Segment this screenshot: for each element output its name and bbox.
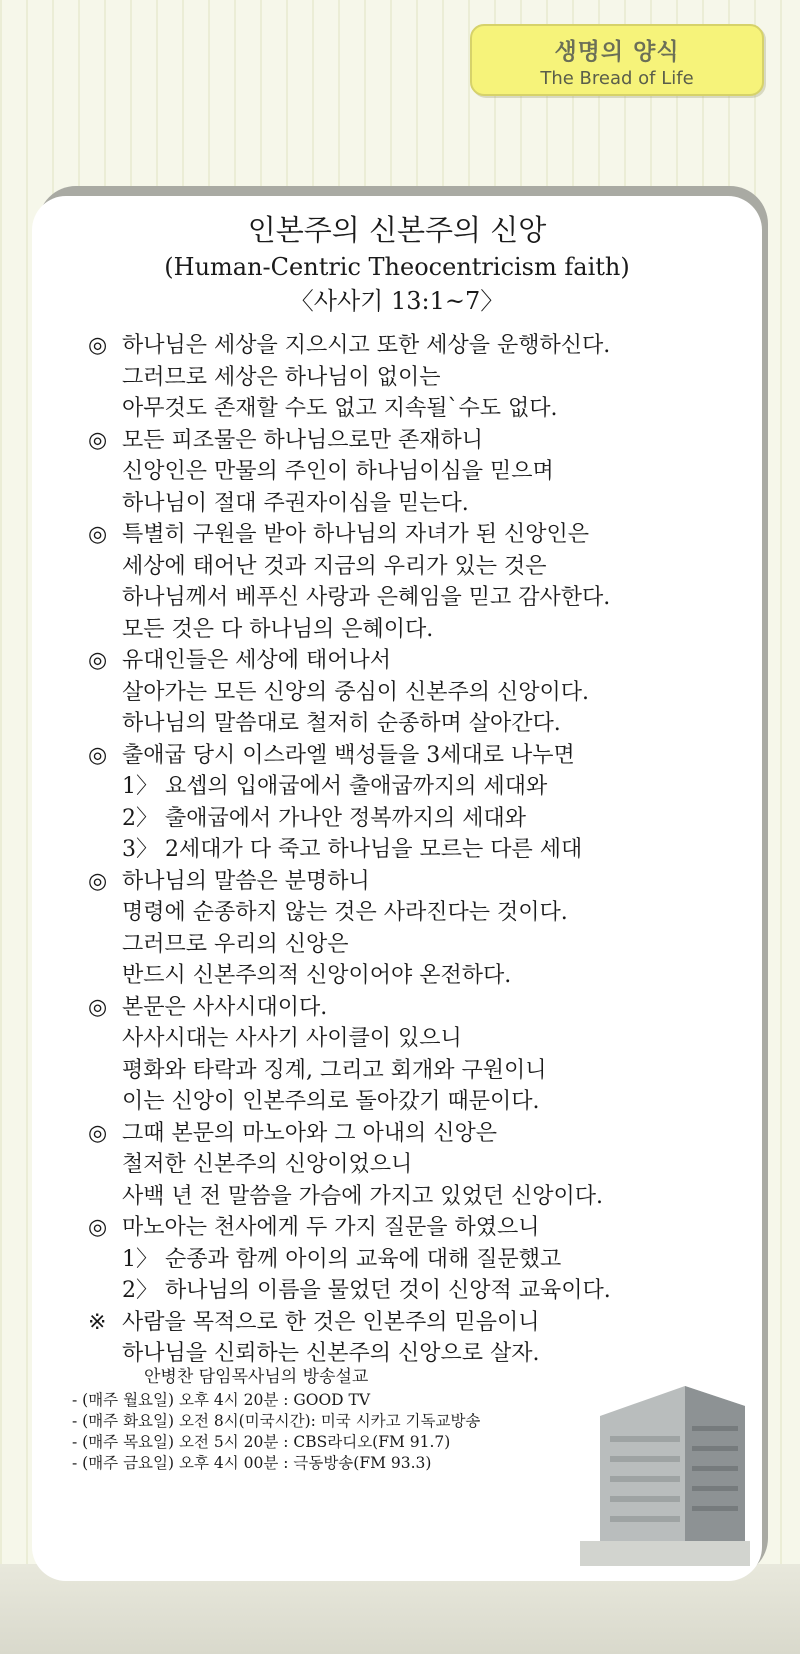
sermon-continuation-line — [88, 708, 748, 740]
sermon-line-text: 유대인들은 세상에 태어나서 — [122, 648, 392, 673]
broadcast-item: - (매주 목요일) 오전 5시 20분 : CBS라디오(FM 91.7) — [72, 1433, 451, 1451]
broadcast-item: - (매주 금요일) 오후 4시 00분 : 극동방송(FM 93.3) — [72, 1454, 432, 1472]
sermon-line-text: 그때 본문의 마노아와 그 아내의 신앙은 — [122, 1120, 497, 1146]
sermon-line-text: 사람을 목적으로 한 것은 인본주의 믿음이니 — [122, 1309, 540, 1335]
double-circle-bullet-icon: ◎ — [88, 868, 108, 894]
sermon-line-text: 1〉 요셉의 입애굽에서 출애굽까지의 세대와 — [122, 774, 548, 799]
sermon-line-text: 모든 것은 다 하나님의 은혜이다. — [122, 616, 434, 642]
sermon-line-text: 마노아는 천사에게 두 가지 질문을 하였으니 — [122, 1215, 540, 1240]
header-badge — [470, 24, 764, 96]
sermon-line-text: 살아가는 모든 신앙의 중심이 신본주의 신앙이다. — [122, 679, 590, 705]
sermon-line-text: 신앙인은 만물의 주인이 하나님이심을 믿으며 — [122, 459, 554, 484]
double-circle-bullet-icon: ◎ — [88, 994, 108, 1020]
sermon-line-text: 그러므로 세상은 하나님이 없이는 — [122, 364, 441, 390]
sermon-continuation-line — [88, 834, 748, 866]
broadcast-title: 안병찬 담임목사님의 방송설교 — [144, 1367, 369, 1387]
sermon-line-text: 사사시대는 사사기 사이클이 있으니 — [122, 1026, 462, 1051]
sermon-point-line — [88, 519, 748, 551]
sermon-line-text: 철저한 신본주의 신앙이었으니 — [122, 1152, 413, 1177]
double-circle-bullet-icon: ◎ — [88, 742, 108, 768]
sermon-continuation-line — [88, 1244, 748, 1276]
sermon-line-text: 특별히 구원을 받아 하나님의 자녀가 된 신앙인은 — [122, 522, 590, 547]
sermon-point-line — [88, 1307, 748, 1339]
sermon-line-text: 하나님이 절대 주권자이심을 믿는다. — [122, 490, 469, 516]
sermon-line-text: 출애굽 당시 이스라엘 백성들을 3세대로 나누면 — [122, 742, 575, 768]
double-circle-bullet-icon: ◎ — [88, 427, 108, 453]
sermon-english-title: (Human-Centric Theocentricism faith) — [164, 253, 630, 281]
sermon-continuation-line — [88, 362, 748, 394]
sermon-line-text: 하나님의 말씀대로 철저히 순종하며 살아간다. — [122, 711, 561, 736]
sermon-line-text: 사백 년 전 말씀을 가슴에 가지고 있었던 신앙이다. — [122, 1183, 603, 1209]
sermon-line-text: 세상에 태어난 것과 지금의 우리가 있는 것은 — [122, 553, 547, 579]
double-circle-bullet-icon: ◎ — [88, 1215, 108, 1240]
sermon-continuation-line — [88, 929, 748, 961]
sermon-continuation-line — [88, 488, 748, 520]
sermon-line-text: 하나님은 세상을 지으시고 또한 세상을 운행하신다. — [122, 333, 611, 358]
sermon-point-line — [88, 330, 748, 362]
double-circle-bullet-icon: ◎ — [88, 1120, 108, 1146]
broadcast-item: - (매주 화요일) 오전 8시(미국시간): 미국 시카고 기독교방송 — [72, 1412, 481, 1430]
sermon-point-line — [88, 645, 748, 677]
sermon-card — [32, 196, 762, 1581]
badge-title: 생명의 양식 — [554, 39, 680, 65]
double-circle-bullet-icon: ◎ — [88, 522, 108, 547]
church-building-image — [580, 1346, 750, 1566]
sermon-line-text: 아무것도 존재할 수도 없고 지속될`수도 없다. — [122, 396, 558, 421]
sermon-continuation-line — [88, 1149, 748, 1181]
sermon-point-line — [88, 425, 748, 457]
sermon-continuation-line — [88, 1275, 748, 1307]
sermon-continuation-line — [88, 803, 748, 835]
sermon-point-line — [88, 740, 748, 772]
sermon-continuation-line — [88, 897, 748, 929]
scripture-reference: 〈사사기 13:1~7〉 — [289, 287, 505, 315]
sermon-line-text: 본문은 사사시대이다. — [122, 994, 328, 1020]
sermon-line-text: 3〉 2세대가 다 죽고 하나님을 모르는 다른 세대 — [122, 837, 583, 862]
title-block — [32, 210, 762, 318]
sermon-line-text: 모든 피조물은 하나님으로만 존재하니 — [122, 427, 484, 453]
sermon-continuation-line — [88, 771, 748, 803]
sermon-line-text: 반드시 신본주의적 신앙이어야 온전하다. — [122, 963, 512, 988]
sermon-continuation-line — [88, 456, 748, 488]
sermon-continuation-line — [88, 1181, 748, 1213]
sermon-point-line — [88, 1118, 748, 1150]
sermon-title: 인본주의 신본주의 신앙 — [247, 213, 547, 247]
sermon-continuation-line — [88, 1023, 748, 1055]
sermon-point-line — [88, 866, 748, 898]
sermon-line-text: 그러므로 우리의 신앙은 — [122, 931, 349, 957]
sermon-continuation-line — [88, 1086, 748, 1118]
broadcast-item: - (매주 월요일) 오후 4시 20분 : GOOD TV — [72, 1391, 371, 1409]
sermon-point-line — [88, 992, 748, 1024]
sermon-line-text: 2〉 출애굽에서 가나안 정복까지의 세대와 — [122, 805, 527, 831]
sermon-continuation-line — [88, 582, 748, 614]
sermon-body — [88, 330, 748, 1370]
sermon-continuation-line — [88, 677, 748, 709]
sermon-continuation-line — [88, 614, 748, 646]
sermon-line-text: 하나님께서 베푸신 사랑과 은혜임을 믿고 감사한다. — [122, 585, 611, 610]
sermon-line-text: 명령에 순종하지 않는 것은 사라진다는 것이다. — [122, 900, 568, 925]
sermon-continuation-line — [88, 1055, 748, 1087]
sermon-line-text: 하나님의 말씀은 분명하니 — [122, 868, 370, 894]
sermon-line-text: 평화와 타락과 징계, 그리고 회개와 구원이니 — [122, 1057, 547, 1083]
sermon-line-text: 1〉 순종과 함께 아이의 교육에 대해 질문했고 — [122, 1246, 562, 1272]
sermon-continuation-line — [88, 960, 748, 992]
sermon-line-text: 2〉 하나님의 이름을 물었던 것이 신앙적 교육이다. — [122, 1278, 611, 1303]
sermon-continuation-line — [88, 551, 748, 583]
sermon-point-line — [88, 1212, 748, 1244]
sermon-line-text: 하나님을 신뢰하는 신본주의 신앙으로 살자. — [122, 1341, 540, 1366]
badge-subtitle: The Bread of Life — [540, 68, 694, 89]
reference-mark-icon: ※ — [88, 1309, 107, 1335]
double-circle-bullet-icon: ◎ — [88, 648, 108, 673]
sermon-line-text: 이는 신앙이 인본주의로 돌아갔기 때문이다. — [122, 1089, 540, 1114]
double-circle-bullet-icon: ◎ — [88, 333, 108, 358]
sermon-continuation-line — [88, 393, 748, 425]
